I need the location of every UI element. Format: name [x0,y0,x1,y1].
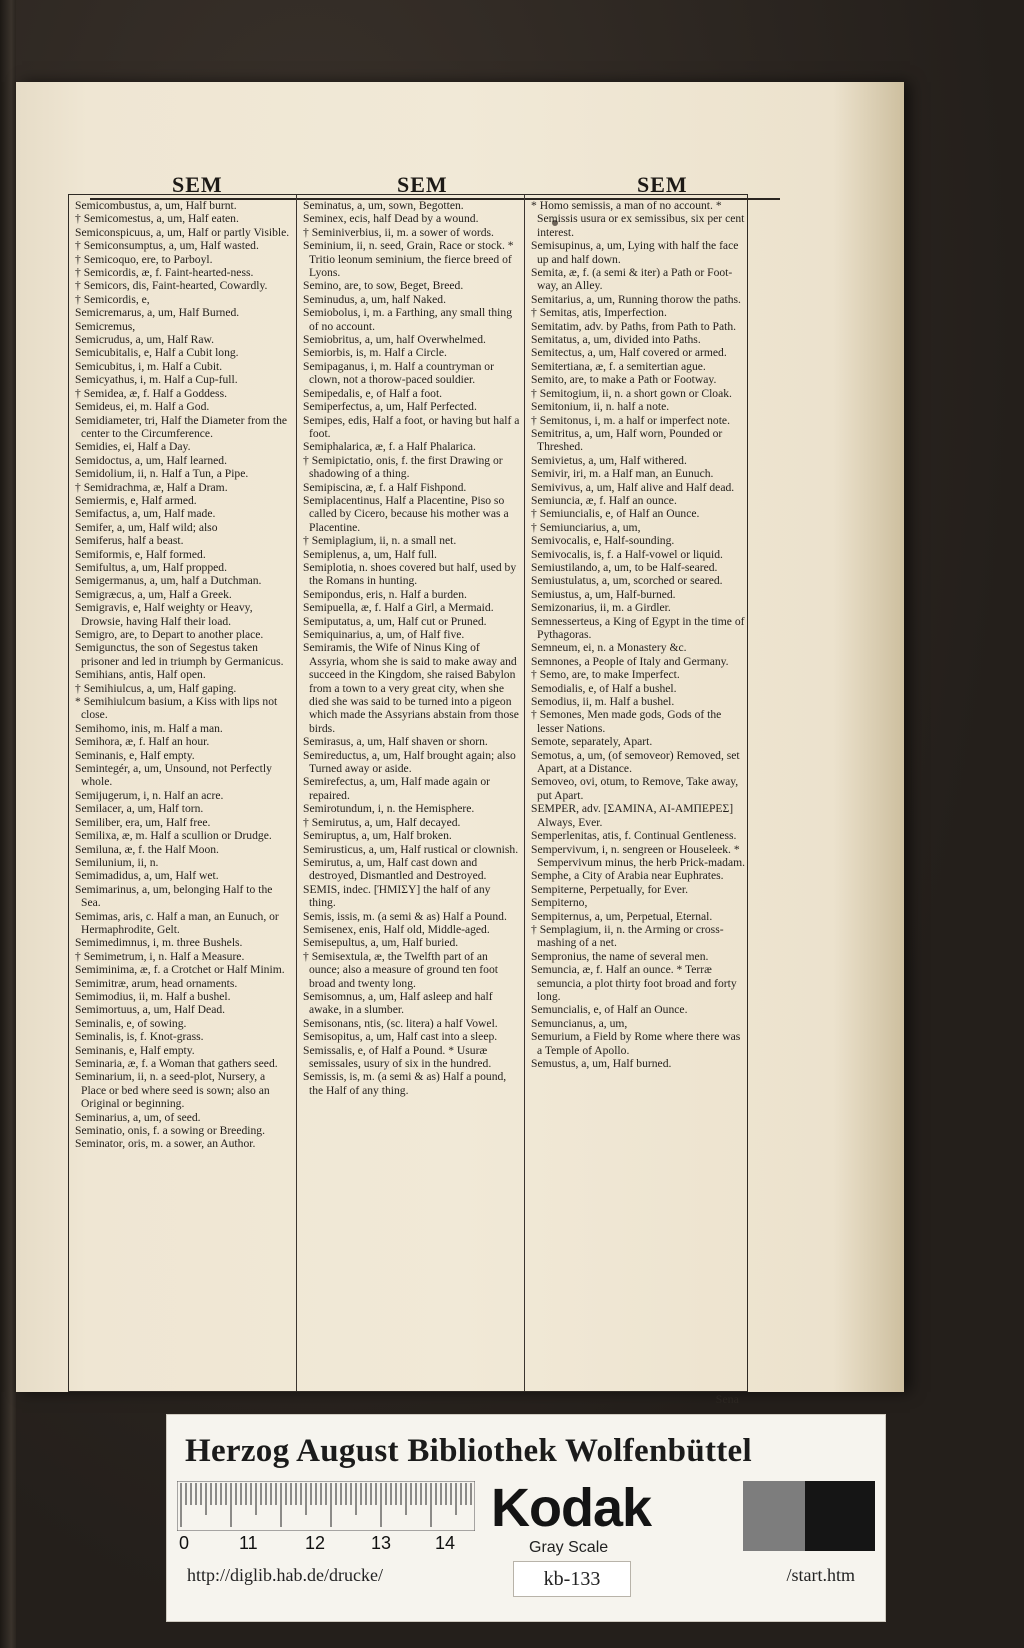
dictionary-entry: Semitertiana, æ, f. a semitertian ague. [531,359,706,373]
dictionary-entry: Semiputatus, a, um, Half cut or Pruned. [303,614,487,628]
dictionary-entry: Semitectus, a, um, Half covered or armed. [531,346,727,360]
dictionary-entry: SEMPER, adv. [ΣΑΜΙΝΑ, ΑΙ-ΑΜΠΕΡΕΣ] Always, Ever. [531,802,734,829]
dictionary-entry: Semirefectus, a, um, Half made again or repaired. [303,775,491,802]
dictionary-entry: Semicremus, [75,319,136,333]
url-suffix: /start.htm [786,1565,855,1585]
dictionary-entry: † Semihiulcus, a, um, Half gaping. [75,681,237,695]
dictionary-entry: Semiconspicuus, a, um, Half or partly Visible. [75,225,290,239]
dictionary-entry: Semiorbis, is, m. Half a Circle. [303,346,447,360]
dictionary-entry: Semitatim, adv. by Paths, from Path to Path. [531,319,737,333]
dictionary-entry: Seminanis, e, Half empty. [75,748,195,762]
dictionary-entry: Semivivus, a, um, Half alive and Half dead. [531,480,735,494]
library-name: Herzog August Bibliothek Wolfenbüttel [185,1433,752,1469]
dictionary-entry: Semneum, ei, n. a Monastery &c. [531,641,687,655]
dictionary-entry: Semidiameter, tri, Half the Diameter from the center to the Circumference. [75,413,288,440]
dictionary-entry: Semivir, iri, m. a Half man, an Eunuch. [531,467,714,481]
color-target-card [166,1414,886,1622]
column-1 [69,195,297,1391]
dictionary-entry: Semiliber, era, um, Half free. [75,815,211,829]
dictionary-entry: † Semitas, atis, Imperfection. [531,306,667,320]
book-page [16,82,904,1406]
dictionary-entry: Semuncia, æ, f. Half an ounce. * Terræ semuncia, a plot thirty foot broad and forty long. [531,963,737,1003]
dictionary-entry: Semis, issis, m. (a semi & as) Half a Pound. [303,909,507,923]
dictionary-entry: Seminarius, a, um, of seed. [75,1110,201,1124]
dictionary-entry: † Semidrachma, æ, Half a Dram. [75,480,228,494]
column-2 [297,195,525,1391]
dictionary-entry: Semiminima, æ, f. a Crotchet or Half Minim. [75,963,285,977]
dictionary-entry: † Semicoquo, ere, to Parboyl. [75,252,213,266]
dictionary-entry: Semicubitalis, e, Half a Cubit long. [75,346,239,360]
dictionary-entry: Semitritus, a, um, Half worn, Pounded or Threshed. [531,426,723,454]
dictionary-entry: Semipedalis, e, of Half a foot. [303,386,443,400]
dictionary-entry: Semilunium, ii, n. [75,855,159,869]
ruler-number: 12 [305,1533,326,1553]
dictionary-entry: Semiustilando, a, um, to be Half-seared. [531,560,718,574]
dictionary-entry: Semiramis, the Wife of Ninus King of Assyria, whom she is said to make away and succeed in the Kingdom, she raised Babylon from a town to a very great city, when she died she was said to be turned into a pigeon which made the Assyrians abstain from those birds. [303,641,519,735]
dictionary-entry: Semiobritus, a, um, half Overwhelmed. [303,333,486,347]
dictionary-entry: Semodius, ii, m. Half a bushel. [531,695,675,709]
column-3 [525,195,749,1391]
dictionary-entry: Semilixa, æ, m. Half a scullion or Drudge. [75,829,272,843]
dictionary-entry: † Semisextula, æ, the Twelfth part of an ounce; also a measure of ground ten foot broad and twenty long. [303,949,498,990]
dictionary-entry: Semifer, a, um, Half wild; also [75,520,218,534]
dictionary-entry: Semirusticus, a, um, Half rustical or clownish. [303,842,519,856]
ruler-number: 14 [435,1533,456,1553]
dictionary-entry: Semino, are, to sow, Beget, Breed. [303,279,464,293]
dictionary-entry: Semustus, a, um, Half burned. [531,1057,672,1070]
dictionary-entry: Semisenex, enis, Half old, Middle-aged. [303,922,490,936]
dictionary-entry: Semito, are, to make a Path or Footway. [531,373,717,387]
dictionary-entry: † Semo, are, to make Imperfect. [531,668,680,682]
dictionary-entry: Seminatio, onis, f. a sowing or Breeding. [75,1124,265,1138]
gray-scale-label: Gray Scale [529,1539,609,1556]
dictionary-entry: Semodialis, e, of Half a bushel. [531,681,677,695]
dictionary-entry: Semihomo, inis, m. Half a man. [75,721,223,735]
dictionary-entry: Semisomnus, a, um, Half asleep and half awake, in a slumber. [303,989,493,1017]
dictionary-entry: Semiquinarius, a, um, of Half five. [303,628,465,641]
dictionary-entry: † Semicomestus, a, um, Half eaten. [75,212,239,226]
running-head-left: SEM [172,172,223,197]
dictionary-entry: Semirutus, a, um, Half cast down and destroyed, Dismantled and Destroyed. [303,855,487,883]
dictionary-entry: Semihians, antis, Half open. [75,668,206,682]
dictionary-entry: Semicyathus, i, m. Half a Cup-full. [75,373,238,387]
dictionary-entry: Semirotundum, i, n. the Hemisphere. [303,802,475,816]
dictionary-entry: Semiplenus, a, um, Half full. [303,547,437,561]
dictionary-entry: Semidies, ei, Half a Day. [75,440,191,454]
dictionary-entry: Semiustulatus, a, um, scorched or seared. [531,574,723,588]
measurement-ruler [177,1481,475,1531]
dictionary-entry: Sempiterne, Perpetually, for Ever. [531,882,689,896]
dictionary-entry: Semotus, a, um, (of semoveor) Removed, set Apart, at a Distance. [531,748,740,776]
dictionary-entry: Semideus, ei, m. Half a God. [75,400,210,414]
dictionary-entry: † Semicordis, e, [75,292,150,306]
dictionary-entry: Semipondus, eris, n. Half a burden. [303,587,467,601]
gray-swatch [743,1481,805,1551]
dictionary-entry: Semiphalarica, æ, f. a Half Phalarica. [303,440,476,454]
dictionary-entry: Sempiternus, a, um, Perpetual, Eternal. [531,909,713,923]
catchword: Sena [715,1392,739,1406]
dictionary-entry: Semifultus, a, um, Half propped. [75,560,227,574]
dictionary-entry: Seminex, ecis, half Dead by a wound. [303,212,479,226]
dictionary-entry: Semivocalis, e, Half-sounding. [531,534,675,548]
dictionary-entry: Semiplacentinus, Half a Placentine, Piso so called by Cicero, because his mother was a Placentine. [303,493,509,534]
dictionary-entry: Semurium, a Field by Rome where there was a Temple of Apollo. [531,1030,741,1057]
dictionary-entry: Semimadidus, a, um, Half wet. [75,869,219,883]
dictionary-entry: † Semiplagium, ii, n. a small net. [303,534,457,548]
dictionary-entry: Semperlenitas, atis, f. Continual Gentleness. [531,829,737,843]
dictionary-entry: Sempervivum, i, n. sengreen or Houseleek. * Sempervivum minus, the herb Prick-madam. [531,842,746,869]
dictionary-entry: * Semihiulcum basium, a Kiss with lips not close. [75,695,278,722]
dictionary-entry: Sempiterno, [531,896,588,910]
dictionary-entry: Semnones, a People of Italy and Germany. [531,654,729,668]
running-head-right: SEM [637,172,688,197]
dictionary-entry: Semuncianus, a, um, [531,1016,628,1030]
dictionary-entry: Semphe, a City of Arabia near Euphrates. [531,869,724,883]
dictionary-entry: Semisupinus, a, um, Lying with half the face up and half down. [531,239,739,266]
dictionary-entry: Semireductus, a, um, Half brought again; also Turned away or aside. [303,748,516,776]
dictionary-entry: Semiermis, e, Half armed. [75,493,197,507]
dictionary-entry: Semimas, aris, c. Half a man, an Eunuch, or Hermaphrodite, Gelt. [75,909,279,936]
dictionary-entry: Semisopitus, a, um, Half cast into a sleep. [303,1030,498,1044]
kodak-logo: Kodak [491,1478,652,1538]
dictionary-entry: Semigermanus, a, um, half a Dutchman. [75,574,262,588]
dictionary-entry: Semote, separately, Apart. [531,735,653,749]
dictionary-entry: Semilacer, a, um, Half torn. [75,802,204,816]
dictionary-entry: Seminudus, a, um, half Naked. [303,292,446,306]
dictionary-entry: Semiobolus, i, m. a Farthing, any small thing of no account. [303,306,512,333]
dictionary-entry: Semipes, edis, Half a foot, or having but half a foot. [303,413,520,440]
dictionary-entry: Semitatus, a, um, divided into Paths. [531,333,701,347]
dictionary-entry: Semivietus, a, um, Half withered. [531,453,687,467]
dictionary-entry: Semisonans, ntis, (sc. litera) a half Vowel. [303,1016,498,1030]
dictionary-entry: Semidolium, ii, n. Half a Tun, a Pipe. [75,467,249,481]
dictionary-entry: Semirasus, a, um, Half shaven or shorn. [303,735,488,749]
dictionary-entry: † Semones, Men made gods, Gods of the lesser Nations. [531,708,722,735]
dictionary-entry: Semipaganus, i, m. Half a countryman or clown, not a thorow-paced souldier. [303,359,494,387]
dictionary-entry: Sempronius, the name of several men. [531,949,709,963]
dictionary-entry: † Semplagium, ii, n. the Arming or cross-mashing of a net. [531,922,724,950]
dictionary-entry: Semimarinus, a, um, belonging Half to the Sea. [75,882,273,910]
dictionary-entry: Seminatus, a, um, sown, Begotten. [303,199,464,212]
dictionary-entry: Seminaria, æ, f. a Woman that gathers seed. [75,1057,278,1070]
library-url: http://diglib.hab.de/drucke/ [187,1565,383,1585]
dictionary-columns [68,194,748,1406]
dictionary-entry: Semipuella, æ, f. Half a Girl, a Mermaid. [303,601,494,615]
dictionary-entry: Semipiscina, æ, f. a Half Fishpond. [303,480,467,494]
dictionary-entry: Seminarium, ii, n. a seed-plot, Nursery, a Place or bed where seed is sown; also an Original or beginning. [75,1070,270,1111]
dictionary-entry: Semicubitus, i, m. Half a Cubit. [75,359,223,373]
dictionary-entry: Semita, æ, f. (a semi & iter) a Path or Foot-way, an Alley. [531,266,733,293]
dictionary-entry: † Semirutus, a, um, Half decayed. [303,815,461,829]
dictionary-entry: Semissis, is, m. (a semi & as) Half a pound, the Half of any thing. [303,1070,507,1097]
dictionary-entry: Semnesserteus, a King of Egypt in the time of Pythagoras. [531,614,745,641]
dictionary-entry: Semuncialis, e, of Half an Ounce. [531,1003,688,1017]
dictionary-entry: Semigravis, e, Half weighty or Heavy, Drowsie, having Half their load. [75,601,253,628]
dictionary-entry: Semisepultus, a, um, Half buried. [303,936,459,950]
ruler-number: 0 [179,1533,190,1553]
dictionary-entry: Semiferus, half a beast. [75,534,184,548]
dictionary-entry: † Semiuncialis, e, of Half an Ounce. [531,507,700,521]
dictionary-entry: Semoveo, ovi, otum, to Remove, Take away, put Apart. [531,775,739,802]
dictionary-entry: † Semipictatio, onis, f. the first Drawing or shadowing of a thing. [303,453,503,481]
dictionary-entry: Semiruptus, a, um, Half broken. [303,829,452,843]
dictionary-entry: Semicrudus, a, um, Half Raw. [75,333,214,347]
dictionary-entry: Semimortuus, a, um, Half Dead. [75,1003,226,1017]
ruler-number: 11 [239,1533,258,1553]
dictionary-entry: Semicombustus, a, um, Half burnt. [75,199,237,212]
dictionary-entry: Semihora, æ, f. Half an hour. [75,735,210,749]
dictionary-entry: Semiperfectus, a, um, Half Perfected. [303,400,477,414]
ruler-number: 13 [371,1533,392,1553]
dictionary-entry: Semiformis, e, Half formed. [75,547,206,561]
dictionary-entry: Semiluna, æ, f. the Half Moon. [75,842,219,856]
catalog-code: kb-133 [513,1561,631,1597]
dictionary-entry: Semigunctus, the son of Segestus taken prisoner and led in triumph by Germanicus. [75,641,284,668]
running-head-center: SEM [397,172,448,197]
dictionary-entry: Seminanis, e, Half empty. [75,1043,195,1057]
ruler-ticks [177,1481,475,1531]
dictionary-entry: Semissalis, e, of Half a Pound. * Usuræ semissales, usury of six in the hundred. [303,1043,492,1070]
dictionary-entry: † Semiconsumptus, a, um, Half wasted. [75,239,259,253]
dictionary-entry: Semimitræ, arum, head ornaments. [75,976,238,990]
running-header [52,164,742,197]
dictionary-entry: SEMIS, indec. [ΉΜΙΣΥ] the half of any thing. [303,882,491,910]
dictionary-entry: † Semicors, dis, Faint-hearted, Cowardly. [75,279,268,293]
dictionary-entry: Semidoctus, a, um, Half learned. [75,453,227,467]
dictionary-entry: † Semiunciarius, a, um, [531,520,641,534]
dictionary-entry: Semitonium, ii, n. half a note. [531,400,670,414]
dictionary-entry: Semifactus, a, um, Half made. [75,507,216,521]
dictionary-entry: Semigro, are, to Depart to another place. [75,628,264,641]
dictionary-entry: † Semidea, æ, f. Half a Goddess. [75,386,227,400]
dictionary-entry: Semimodius, ii, m. Half a bushel. [75,989,231,1003]
dictionary-entry: † Semitonus, i, m. a half or imperfect note. [531,413,730,427]
dictionary-entry: † Seminiverbius, ii, m. a sower of words. [303,225,494,239]
book-spine [0,0,16,1648]
dictionary-entry: Semicremarus, a, um, Half Burned. [75,306,240,320]
dictionary-entry: Seminium, ii, n. seed, Grain, Race or stock. * Tritio leonum seminium, the fierce breed of Lyons. [303,239,514,280]
dictionary-entry: Semiplotia, n. shoes covered but half, used by the Romans in hunting. [303,560,517,588]
dictionary-entry: † Semicordis, æ, f. Faint-hearted-ness. [75,266,254,280]
dictionary-entry: Seminalis, is, f. Knot-grass. [75,1030,204,1044]
dictionary-entry: Semitarius, a, um, Running thorow the paths. [531,292,741,306]
dictionary-entry: Semintegér, a, um, Unsound, not Perfectly whole. [75,762,272,789]
dictionary-entry: Seminator, oris, m. a sower, an Author. [75,1137,256,1151]
dictionary-entry: Semimedimnus, i, m. three Bushels. [75,936,243,950]
dictionary-entry: † Semitogium, ii, n. a short gown or Cloak. [531,386,732,400]
dictionary-entry: * Homo semissis, a man of no account. * Semissis usura or ex semissibus, six per cent interest. [531,199,745,239]
dictionary-entry: Semivocalis, is, f. a Half-vowel or liquid. [531,547,723,561]
dictionary-entry: Semijugerum, i, n. Half an acre. [75,788,224,802]
dictionary-entry: Seminalis, e, of sowing. [75,1016,187,1030]
dictionary-entry: Semiustus, a, um, Half-burned. [531,587,676,601]
dictionary-entry: Semizonarius, ii, m. a Girdler. [531,601,671,615]
dictionary-entry: † Semimetrum, i, n. Half a Measure. [75,949,245,963]
dictionary-entry: Semigræcus, a, um, Half a Greek. [75,587,232,601]
dictionary-entry: Semiuncia, æ, f. Half an ounce. [531,493,677,507]
black-swatch [805,1481,875,1551]
